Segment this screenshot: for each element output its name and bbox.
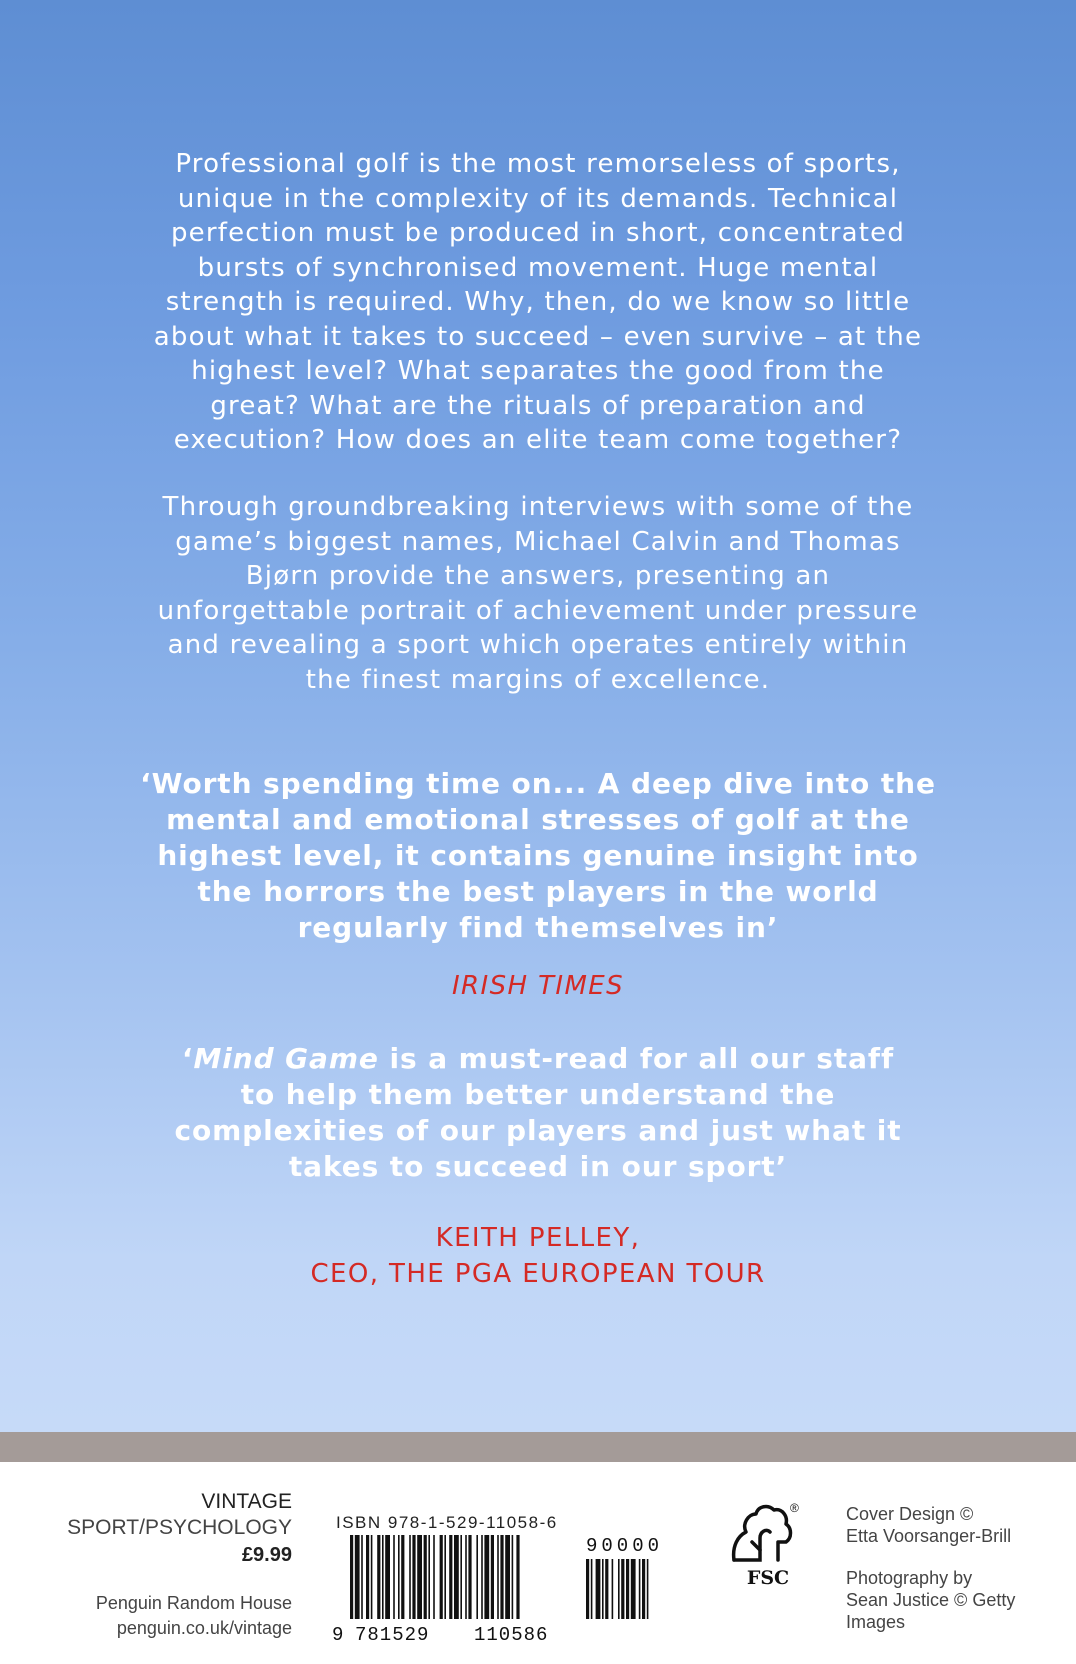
blurb-line: about what it takes to succeed – even survive – at the bbox=[153, 321, 923, 352]
review-quote-1 bbox=[120, 766, 956, 946]
barcode-left-digits: 781529 bbox=[355, 1624, 430, 1646]
quote-2-source-name: KEITH PELLEY, bbox=[435, 1223, 641, 1253]
quote-line: takes to succeed in our sport’ bbox=[288, 1150, 788, 1183]
blurb-line: bursts of synchronised movement. Huge mental bbox=[197, 252, 879, 283]
cover-design-credit bbox=[846, 1503, 1056, 1547]
barcode-first-digit: 9 bbox=[332, 1624, 344, 1646]
credit-line: Sean Justice © Getty bbox=[846, 1590, 1016, 1610]
blurb-line: the finest margins of excellence. bbox=[305, 664, 771, 695]
publisher-website: penguin.co.uk/vintage bbox=[116, 1618, 292, 1638]
imprint-name: Penguin Random House bbox=[95, 1593, 292, 1613]
blurb-line: strength is required. Why, then, do we know so little bbox=[165, 287, 911, 317]
isbn-label: ISBN 978-1-529-11058-6 bbox=[336, 1513, 558, 1532]
credit-line: Cover Design © bbox=[846, 1504, 974, 1524]
barcode-right-digits: 110586 bbox=[474, 1624, 549, 1646]
blurb-line: highest level? What separates the good from the bbox=[191, 356, 885, 386]
category-label: SPORT/PSYCHOLOGY bbox=[67, 1516, 292, 1539]
blurb-line: Professional golf is the most remorseless of sports, bbox=[175, 149, 901, 179]
blurb-line: unique in the complexity of its demands. Technical bbox=[177, 183, 899, 214]
registered-mark: ® bbox=[790, 1501, 799, 1515]
quote-2-source-title: CEO, THE PGA EUROPEAN TOUR bbox=[310, 1259, 766, 1289]
blurb-line: execution? How does an elite team come together? bbox=[173, 425, 903, 455]
quote-line: regularly find themselves in’ bbox=[297, 911, 779, 944]
price-label: £9.99 bbox=[241, 1544, 292, 1566]
blurb-line: game’s biggest names, Michael Calvin and Thomas bbox=[175, 526, 901, 557]
credit-line: Etta Voorsanger-Brill bbox=[846, 1526, 1012, 1546]
quote-open-mark: ‘ bbox=[181, 1042, 194, 1075]
fsc-label: FSC bbox=[746, 1567, 790, 1589]
credit-line: Photography by bbox=[846, 1568, 973, 1588]
blurb-line: perfection must be produced in short, concentrated bbox=[170, 218, 906, 248]
credit-line: Images bbox=[846, 1612, 906, 1632]
quote-line: is a must-read for all our staff bbox=[378, 1042, 895, 1075]
quote-line: to help them better understand the bbox=[240, 1078, 836, 1111]
blurb-line: great? What are the rituals of preparation and bbox=[210, 390, 866, 421]
blurb-line: unforgettable portrait of achievement under pressure bbox=[157, 595, 919, 626]
quote-line: the horrors the best players in the world bbox=[197, 875, 879, 908]
quote-line: mental and emotional stresses of golf at the bbox=[166, 803, 910, 836]
blurb-paragraph-1 bbox=[120, 147, 956, 458]
photography-credit bbox=[846, 1567, 1056, 1633]
grey-band bbox=[0, 1432, 1076, 1462]
blurb-line: Through groundbreaking interviews with some of the bbox=[162, 492, 914, 522]
barcode-addon-digits: 90000 bbox=[586, 1535, 664, 1557]
blurb-line: and revealing a sport which operates entirely within bbox=[167, 630, 909, 660]
publisher-name: VINTAGE bbox=[201, 1490, 292, 1513]
book-title: Mind Game bbox=[193, 1042, 379, 1075]
quote-line: highest level, it contains genuine insight into bbox=[157, 839, 919, 872]
quote-line: complexities of our players and just what it bbox=[174, 1114, 902, 1147]
review-quote-2 bbox=[120, 1041, 956, 1185]
blurb-paragraph-2 bbox=[120, 490, 956, 697]
blurb-line: Bjørn provide the answers, presenting an bbox=[245, 561, 831, 591]
quote-line: ‘Worth spending time on... A deep dive into the bbox=[140, 767, 936, 800]
quote-1-source: IRISH TIMES bbox=[451, 971, 625, 1001]
